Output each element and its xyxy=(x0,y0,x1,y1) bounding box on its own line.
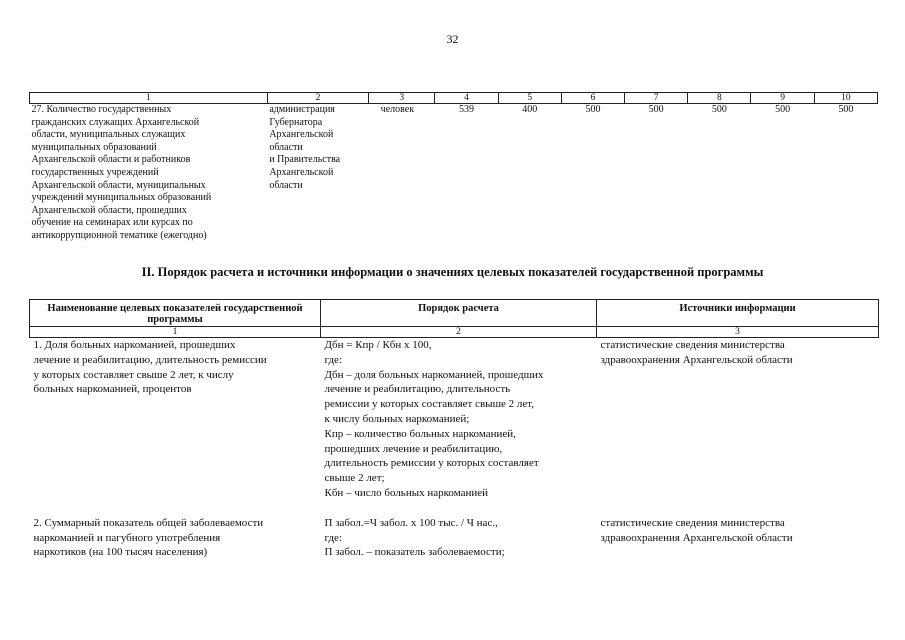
table-row xyxy=(30,338,879,501)
text-line: статистические сведения министерства xyxy=(600,516,785,529)
column-header: Наименование целевых показателей государственной программы xyxy=(30,300,321,327)
table-row xyxy=(30,104,878,243)
text-line: прошедших лечение и реабилитацию, xyxy=(324,442,503,455)
text-line: к числу больных наркоманией; xyxy=(324,412,470,425)
text-line: обучение на семинарах или курсах по xyxy=(31,217,193,229)
column-number: 1 xyxy=(30,93,268,104)
value-cell: 500 xyxy=(775,104,791,115)
column-number: 1 xyxy=(30,327,321,338)
text-line: Архангельской области и работников xyxy=(31,154,191,166)
text-line: учреждений муниципальных образований xyxy=(31,192,212,204)
table-row xyxy=(30,501,879,560)
text-line: администрация xyxy=(269,104,335,115)
text-line: 27. Количество государственных xyxy=(31,104,172,115)
value-cell: 500 xyxy=(711,104,727,115)
column-number: 3 xyxy=(369,93,435,104)
value-cell: 539 xyxy=(459,104,474,115)
text-line: Дбн = Кпр / Кбн x 100, xyxy=(324,339,432,351)
indicator-name-cell xyxy=(30,104,268,243)
text-line: П забол.=Ч забол. x 100 тыс. / Ч нас., xyxy=(324,516,498,529)
text-line: области xyxy=(269,141,303,153)
text-line: лечение и реабилитацию, длительность xyxy=(324,383,511,396)
text-line: Губернатора xyxy=(269,116,323,128)
source-cell xyxy=(597,501,879,560)
column-number: 10 xyxy=(814,93,877,104)
calculation-cell xyxy=(321,338,597,501)
column-number: 2 xyxy=(321,327,597,338)
value-cell: 500 xyxy=(585,104,601,115)
text-line: ремиссии у которых составляет свыше 2 лет, xyxy=(324,398,535,411)
text-line: Архангельской области, прошедших xyxy=(31,204,187,216)
text-line: у которых составляет свыше 2 лет, к числу xyxy=(33,368,234,381)
value-cell: 400 xyxy=(522,104,538,115)
text-line: Архангельской xyxy=(269,166,334,178)
column-number: 9 xyxy=(751,93,814,104)
column-number: 2 xyxy=(267,93,368,104)
text-line: Дбн – доля больных наркоманией, прошедших xyxy=(324,368,544,381)
page-number: 32 xyxy=(446,32,459,46)
calculation-table xyxy=(29,299,879,560)
text-line: Кбн – число больных наркоманией xyxy=(324,486,489,499)
text-line: где: xyxy=(324,353,342,366)
column-number-row xyxy=(30,327,879,338)
table-header-row xyxy=(30,300,879,327)
column-number: 7 xyxy=(625,93,688,104)
unit-cell: человек xyxy=(380,104,415,115)
indicator-name-cell xyxy=(30,338,321,501)
value-cell: 500 xyxy=(838,104,854,115)
section-title: II. Порядок расчета и источники информации о значениях целевых показателей государственной программы xyxy=(141,265,764,279)
text-line: наркотиков (на 100 тысяч населения) xyxy=(33,546,208,559)
column-number: 8 xyxy=(688,93,751,104)
column-header: Источники информации xyxy=(597,300,879,327)
indicator-name-cell xyxy=(30,501,321,560)
text-line: лечение и реабилитацию, длительность ремиссии xyxy=(33,353,267,366)
text-line: государственных учреждений xyxy=(31,166,159,178)
responsible-cell xyxy=(267,104,368,243)
text-line: Архангельской области, муниципальных xyxy=(31,179,206,191)
text-line: муниципальных образований xyxy=(31,141,157,153)
value-cell: 500 xyxy=(648,104,664,115)
text-line: Архангельской xyxy=(269,129,334,141)
text-line: здравоохранения Архангельской области xyxy=(600,353,793,366)
text-line: 1. Доля больных наркоманией, прошедших xyxy=(33,339,236,351)
text-line: и Правительства xyxy=(269,154,341,166)
text-line: П забол. – показатель заболеваемости; xyxy=(324,546,505,559)
text-line: области, муниципальных служащих xyxy=(31,129,186,141)
text-line: области xyxy=(269,179,303,191)
text-line: гражданских служащих Архангельской xyxy=(31,116,200,128)
text-line: здравоохранения Архангельской области xyxy=(600,531,793,544)
text-line: 2. Суммарный показатель общей заболеваемости xyxy=(33,516,264,529)
text-line: наркоманией и пагубного употребления xyxy=(33,531,221,544)
text-line: антикоррупционной тематике (ежегодно) xyxy=(31,229,207,241)
column-header: Порядок расчета xyxy=(321,300,597,327)
table-header-row xyxy=(30,93,878,104)
source-cell xyxy=(597,338,879,501)
text-line: Кпр – количество больных наркоманией, xyxy=(324,427,516,440)
text-line: больных наркоманией, процентов xyxy=(33,383,192,396)
text-line: длительность ремиссии у которых составляет xyxy=(324,457,539,470)
text-line: где: xyxy=(324,531,342,544)
calculation-cell xyxy=(321,501,597,560)
column-number: 4 xyxy=(435,93,498,104)
text-line: свыше 2 лет; xyxy=(324,472,385,485)
indicator-values-table xyxy=(29,92,878,243)
column-number: 3 xyxy=(597,327,879,338)
text-line: статистические сведения министерства xyxy=(600,339,785,351)
column-number: 5 xyxy=(498,93,561,104)
column-number: 6 xyxy=(561,93,624,104)
